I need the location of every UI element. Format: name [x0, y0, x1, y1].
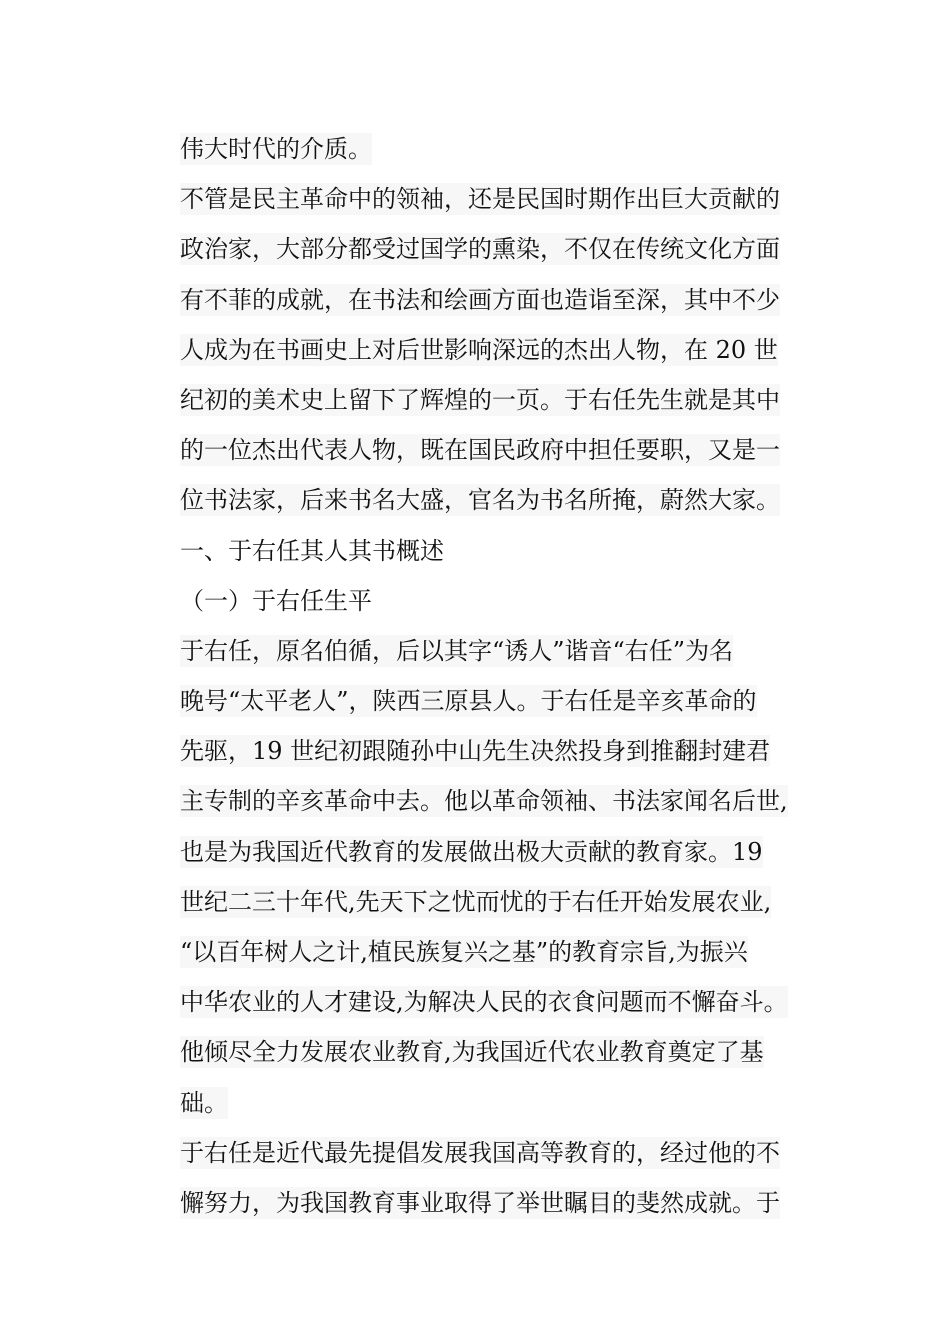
text-line: 他倾尽全力发展农业教育,为我国近代农业教育奠定了基 — [180, 1038, 764, 1067]
section-heading: 一、于右任其人其书概述 — [180, 536, 444, 565]
text-line: 伟大时代的介质。 — [180, 135, 372, 163]
text-line: 世纪二三十年代,先天下之忧而忧的于右任开始发展农业, — [180, 887, 772, 916]
text-line: 懈努力，为我国教育事业取得了举世瞩目的斐然成就。于 — [180, 1188, 780, 1217]
text-line: 础。 — [180, 1088, 228, 1117]
text-line: 先驱，19 世纪初跟随孙中山先生决然投身到推翻封建君 — [180, 737, 771, 766]
text-line: 晚号“太平老人”，陕西三原县人。于右任是辛亥革命的 — [180, 687, 757, 716]
text-line: 位书法家，后来书名大盛，官名为书名所掩，蔚然大家。 — [180, 486, 780, 515]
text-line: 人成为在书画史上对后世影响深远的杰出人物，在 20 世 — [180, 335, 778, 364]
text-line: 于右任，原名伯循，后以其字“诱人”谐音“右任”为名 — [180, 636, 734, 665]
text-line: 中华农业的人才建设,为解决人民的衣食问题而不懈奋斗。 — [180, 988, 788, 1017]
text-line: 也是为我国近代教育的发展做出极大贡献的教育家。19 — [180, 837, 763, 866]
body-text — [180, 124, 840, 1228]
text-line: 政治家，大部分都受过国学的熏染，不仅在传统文化方面 — [180, 235, 780, 264]
text-line: 主专制的辛亥革命中去。他以革命领袖、书法家闻名后世, — [180, 787, 788, 816]
text-line: 有不菲的成就，在书法和绘画方面也造诣至深，其中不少 — [180, 285, 780, 314]
subsection-heading: （一）于右任生平 — [180, 586, 372, 615]
text-line: 纪初的美术史上留下了辉煌的一页。于右任先生就是其中 — [180, 385, 780, 414]
text-line: 于右任是近代最先提倡发展我国高等教育的，经过他的不 — [180, 1138, 780, 1167]
text-line: “以百年树人之计,植民族复兴之基”的教育宗旨,为振兴 — [180, 938, 748, 966]
text-line: 不管是民主革命中的领袖，还是民国时期作出巨大贡献的 — [180, 185, 780, 214]
text-line: 的一位杰出代表人物，既在国民政府中担任要职，又是一 — [180, 436, 780, 465]
